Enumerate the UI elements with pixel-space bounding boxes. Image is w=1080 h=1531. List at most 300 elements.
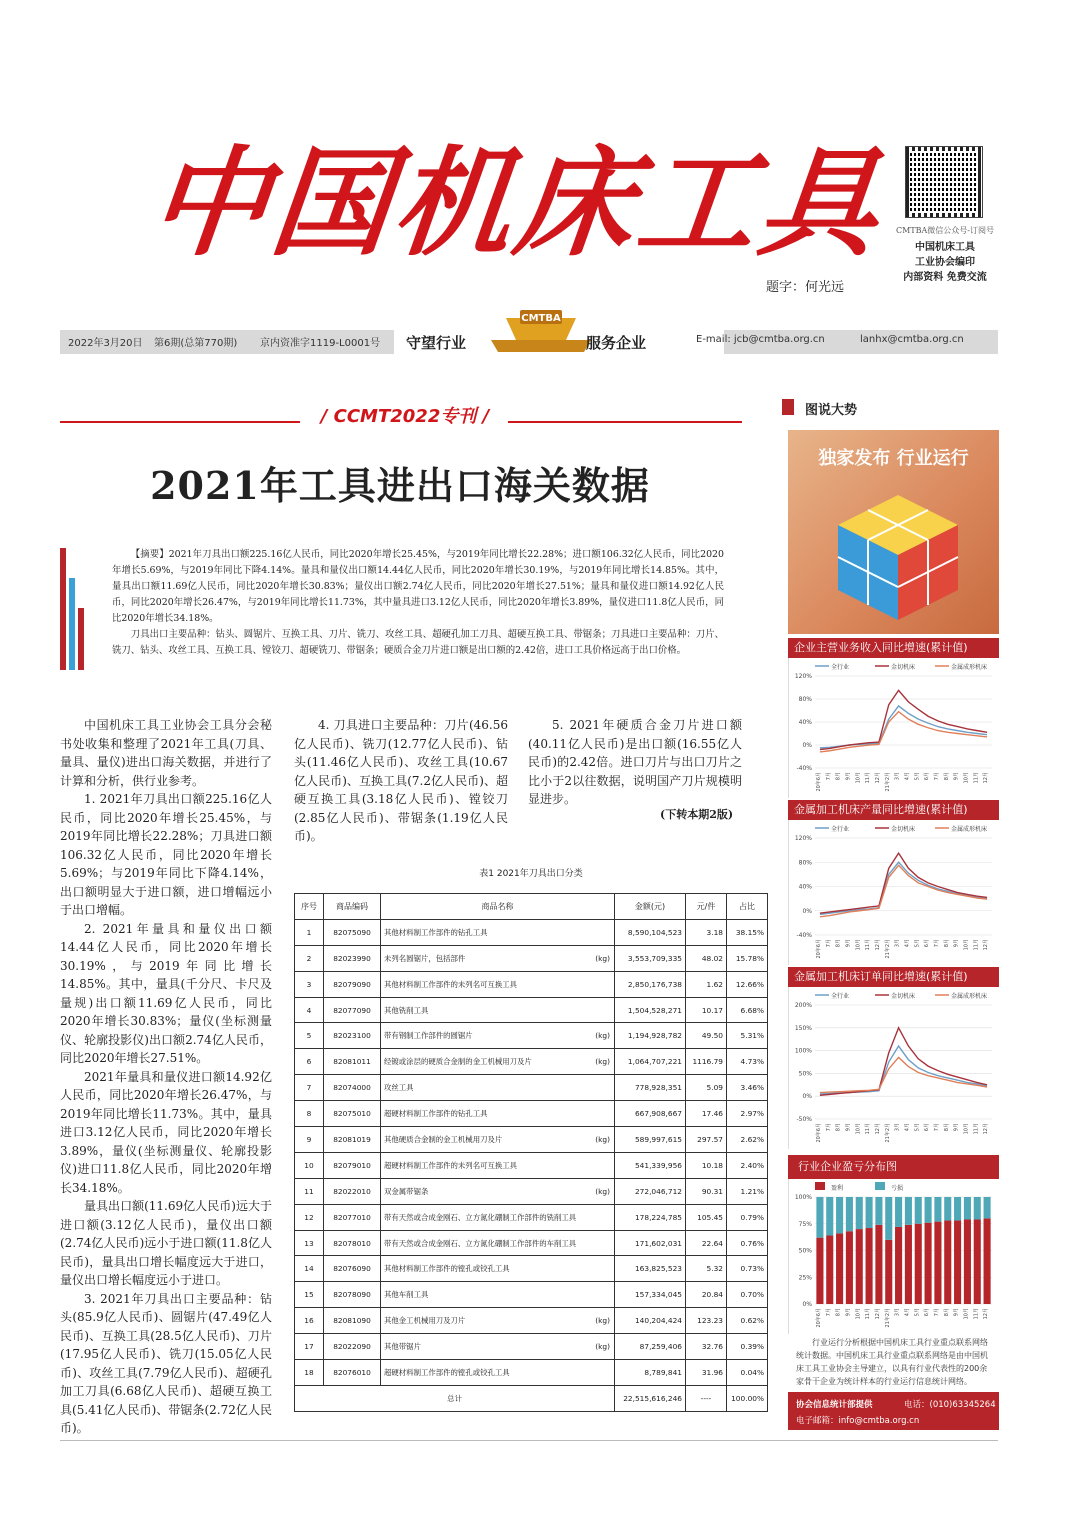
amount: [615, 919, 686, 945]
x-tick-label: 6月: [924, 1123, 931, 1132]
table-row: [295, 1023, 768, 1049]
y-tick-label: 25%: [798, 1274, 812, 1282]
amount: [615, 1256, 686, 1282]
product-name-text: 其他材料制工作部件的钻孔工具: [384, 927, 488, 937]
row-index: [295, 1282, 324, 1308]
x-tick-label: 10月: [963, 939, 970, 951]
amount-text: 140,204,424: [634, 1316, 682, 1326]
bar: [875, 1197, 882, 1225]
row-index: [295, 1204, 324, 1230]
amount-text: 778,928,351: [634, 1083, 682, 1093]
x-tick-label: 12月: [983, 939, 990, 951]
unit-label: (kg): [595, 953, 610, 963]
hs-code-text: 82076090: [333, 1264, 371, 1274]
publisher-info: [870, 240, 1020, 285]
legend-label: 金切机床: [891, 826, 916, 833]
chart-orders: [788, 987, 1000, 1149]
table-row: [295, 1334, 768, 1360]
y-tick-label: 120%: [794, 673, 812, 680]
share: [727, 1178, 768, 1204]
legend-label: 金属成形机床: [951, 993, 988, 1000]
hs-code: [324, 1049, 381, 1075]
share: [727, 1334, 768, 1360]
unit-label: (kg): [595, 1031, 610, 1041]
y-tick-label: 40%: [798, 883, 812, 891]
amount: [615, 1152, 686, 1178]
row-index: [295, 1230, 324, 1256]
share-text: 2.62%: [740, 1134, 764, 1144]
amount-text: 541,339,956: [634, 1160, 682, 1170]
share: [727, 1230, 768, 1256]
amount-text: 1,194,928,782: [627, 1031, 682, 1041]
hs-code-text: 82078010: [333, 1238, 371, 1248]
chart-revenue: [788, 658, 1000, 798]
product-name: [381, 1023, 615, 1049]
amount-text: 272,046,712: [634, 1186, 682, 1196]
share: [727, 1127, 768, 1153]
hs-code: [324, 1127, 381, 1153]
unit-price: [686, 1049, 727, 1075]
x-tick-label: 7月: [933, 1308, 940, 1317]
row-index-text: 8: [306, 1109, 312, 1119]
hs-code-text: 82075090: [333, 927, 371, 937]
product-name-text: 带有钢制工作部件的圆锯片: [384, 1031, 473, 1041]
sidebar-heading: 图说大势: [805, 403, 858, 418]
legend-swatch: [875, 1182, 885, 1190]
body-paragraph: 2021年量具和量仪进口额14.92亿人民币，同比2020年增长26.47%，与2019年同比增长11.73%。其中，量具进口3.12亿人民币，同比2020年增长3.89%，量仪(坐标测量仪、轮廓投影仪)进口11.8亿人民币，同比2020年增长34.18%。: [60, 1069, 272, 1195]
share-text: 0.73%: [740, 1264, 764, 1274]
share-text: 0.70%: [740, 1290, 764, 1300]
hs-code: [324, 945, 381, 971]
x-tick-label: 8月: [943, 939, 950, 948]
x-tick-label: 7月: [825, 1123, 832, 1132]
amount: [615, 1023, 686, 1049]
unit-price-text: 90.31: [701, 1186, 723, 1196]
bar: [875, 1225, 882, 1304]
hs-code: [324, 1075, 381, 1101]
article-column-2: [294, 716, 508, 846]
y-tick-label: 75%: [798, 1220, 812, 1228]
x-tick-label: 8月: [943, 1123, 950, 1132]
x-tick-label: 7月: [933, 772, 940, 781]
hs-code-text: 82079010: [333, 1160, 371, 1170]
y-tick-label: 0%: [802, 742, 812, 749]
y-tick-label: 0%: [802, 907, 812, 915]
x-tick-label: 12月: [874, 1123, 881, 1135]
unit-price-text: 31.96: [701, 1367, 723, 1377]
amount: [615, 971, 686, 997]
row-index: [295, 1127, 324, 1153]
product-name: [381, 919, 615, 945]
x-tick-label: 7月: [825, 1308, 832, 1317]
bar: [816, 1238, 823, 1304]
bar: [944, 1221, 951, 1304]
x-tick-label: 5月: [914, 1308, 921, 1317]
x-tick-label: 4月: [904, 1123, 911, 1132]
x-tick-label: 7月: [825, 939, 832, 948]
share-text: 5.31%: [740, 1031, 764, 1041]
unit-price: [686, 1334, 727, 1360]
table-total-row: [295, 1385, 768, 1411]
x-tick-label: 6月: [924, 1308, 931, 1317]
table-row: [295, 1204, 768, 1230]
bar: [826, 1197, 833, 1236]
bar: [846, 1197, 853, 1231]
product-name-text: 未列名圆锯片，包括部件: [384, 953, 466, 963]
product-name: [381, 1334, 615, 1360]
row-index-text: 1: [306, 927, 312, 937]
bar: [934, 1222, 941, 1304]
bar: [905, 1225, 912, 1304]
x-tick-label: 12月: [983, 1123, 990, 1135]
share: [727, 1152, 768, 1178]
bar: [984, 1197, 991, 1218]
email-link-1[interactable]: E-mail: jcb@cmtba.org.cn: [696, 334, 825, 345]
hs-code-text: 82023100: [333, 1031, 371, 1041]
share-text: 2.40%: [740, 1160, 764, 1170]
body-paragraph: 1. 2021年刀具出口额225.16亿人民币，同比2020年增长25.45%，与2019年同比增长22.28%；刀具进口额106.32亿人民币，同比2020年增长5.69%；与2019年同比下降4.14%，出口额明显大于进口额，进口增幅远小于出口增幅。: [60, 792, 272, 917]
share: [727, 1101, 768, 1127]
share-text: 0.39%: [740, 1342, 764, 1352]
x-tick-label: 12月: [874, 1308, 881, 1320]
y-tick-label: 40%: [798, 719, 812, 726]
legend-label: 盈利: [831, 1185, 844, 1192]
share: [727, 1023, 768, 1049]
amount: [615, 1360, 686, 1386]
row-index-text: 16: [304, 1316, 314, 1326]
hs-code-text: 82074000: [333, 1083, 371, 1093]
unit-price: [686, 1127, 727, 1153]
product-name: [381, 1308, 615, 1334]
column-header: 金额(元): [615, 894, 686, 920]
product-name-text: 经镀或涂层的硬质合金制的金工机械用刀及片: [384, 1057, 532, 1067]
chart-title: 金属加工机床产量同比增速(累计值): [788, 800, 999, 820]
license-number: 京内资准字1119-L0001号: [260, 338, 381, 349]
bar: [836, 1233, 843, 1304]
table-row: [295, 1360, 768, 1386]
bar: [915, 1197, 922, 1224]
unit-label: (kg): [595, 1342, 610, 1352]
hs-code: [324, 997, 381, 1023]
y-tick-label: 150%: [794, 1024, 812, 1032]
table-row: [295, 1101, 768, 1127]
row-index: [295, 1049, 324, 1075]
row-index-text: 13: [304, 1238, 314, 1248]
bar: [944, 1197, 951, 1221]
share-text: 1.21%: [740, 1186, 764, 1196]
export-table: [294, 893, 768, 1412]
column-header: 占比: [727, 894, 768, 920]
bar: [974, 1219, 981, 1304]
sidebar-heading-marker: [782, 399, 794, 415]
x-tick-label: 21年2月: [884, 1308, 891, 1328]
share-text: 0.79%: [740, 1212, 764, 1222]
body-paragraph: 4. 刀具进口主要品种：刀片(46.56亿人民币)、铣刀(12.77亿人民币)、钻头(11.46亿人民币)、攻丝工具(10.67亿人民币)、互换工具(7.2亿人民币)、超硬互换工具(3.18亿人民币)、镗铰刀(2.85亿人民币)、带锯条(1.19亿人民币)。: [294, 718, 508, 843]
amount-text: 2,850,176,738: [627, 979, 682, 989]
abstract-paragraph: 刀具出口主要品种：钻头、圆锯片、互换工具、刀片、铣刀、攻丝工具、超硬孔加工刀具、超硬互换工具、带锯条；刀具进口主要品种：刀片、铣刀、钻头、攻丝工具、互换工具、镗铰刀、超硬铣刀、带锯条；硬质合金刀片进口额是出口额的2.42倍，进口工具价格远高于出口价格。: [112, 629, 724, 656]
legend-label: 全行业: [831, 826, 850, 833]
bar: [974, 1197, 981, 1219]
publisher-line-1: 中国机床工具: [915, 242, 975, 253]
amount: [615, 1204, 686, 1230]
amount: [615, 997, 686, 1023]
x-tick-label: 3月: [894, 1123, 901, 1132]
share: [727, 1204, 768, 1230]
y-tick-label: -40%: [796, 765, 812, 772]
legend-label: 金切机床: [891, 664, 916, 671]
row-index-text: 6: [306, 1057, 312, 1067]
unit-price-text: 20.84: [701, 1290, 723, 1300]
amount-text: 171,602,031: [634, 1238, 682, 1248]
hs-code-text: 82022090: [333, 1342, 371, 1352]
unit-price-text: 10.17: [701, 1005, 723, 1015]
section-label: / CCMT2022专刊 /: [320, 406, 490, 427]
row-index: [295, 1152, 324, 1178]
legend-label: 全行业: [831, 664, 850, 671]
share-text: 6.68%: [740, 1005, 764, 1015]
article-column-3: [528, 716, 742, 809]
body-paragraph: 中国机床工具工业协会工具分会秘书处收集和整理了2021年工具(刀具、量具、量仪)进出口海关数据，并进行了计算和分析，供行业参考。: [60, 718, 272, 788]
hs-code-text: 82078090: [333, 1290, 371, 1300]
amount-text: 8,789,841: [644, 1367, 682, 1377]
bar: [984, 1218, 991, 1304]
hs-code-text: 82081019: [333, 1134, 371, 1144]
amount: [615, 945, 686, 971]
unit-price-text: 32.76: [701, 1342, 723, 1352]
hs-code: [324, 1204, 381, 1230]
abstract-paragraph: 【摘要】2021年刀具出口额225.16亿人民币，同比2020年增长25.45%，与2019年同比增长22.28%；进口额106.32亿人民币，同比2020年增长5.69%，与2019年同比下降4.14%。量具和量仪出口额14.44亿人民币，同比2020年增长30.19%，与2019年同比增长14.85%。其中，量具出口额11.69亿人民币，同比2020年增长30.83%；量仪出口额2.74亿人民币，同比2020年增长27.51%；量具和量仪进口额14.92亿人民币，同比2020年增长26.47%，与2019年同比增长11.73%，其中量具进口3.12亿人民币，同比2020年增长3.89%，量仪进口11.8亿人民币，同比2020年增长34.18%。: [112, 549, 724, 624]
table-row: [295, 1230, 768, 1256]
x-tick-label: 10月: [963, 1123, 970, 1135]
table-row: [295, 1178, 768, 1204]
unit-price-text: 3.18: [706, 927, 723, 937]
chart-title: 行业企业盈亏分布图: [788, 1155, 999, 1179]
x-tick-label: 9月: [845, 939, 852, 948]
unit-price: [686, 1282, 727, 1308]
x-tick-label: 3月: [894, 1308, 901, 1317]
promo-text: 独家发布 行业运行: [818, 448, 969, 469]
x-tick-label: 21年2月: [884, 939, 891, 959]
product-name: [381, 1178, 615, 1204]
bar: [934, 1197, 941, 1222]
product-name-text: 其他硬质合金制的金工机械用刀及片: [384, 1134, 503, 1144]
amount: [615, 1049, 686, 1075]
x-tick-label: 8月: [835, 1308, 842, 1317]
product-name: [381, 997, 615, 1023]
x-tick-label: 8月: [835, 939, 842, 948]
y-tick-label: 50%: [798, 1070, 812, 1078]
contact-phone: 电话：(010)63345264: [904, 1400, 996, 1410]
contact-box: [788, 1392, 999, 1430]
hs-code-text: 82079090: [333, 979, 371, 989]
hs-code-text: 82023990: [333, 953, 371, 963]
y-tick-label: -50%: [796, 1116, 812, 1123]
issue-date: 2022年3月20日: [68, 338, 143, 349]
product-name-text: 其他金工机械用刀及刀片: [384, 1316, 466, 1326]
chart-profit-loss: [788, 1179, 1000, 1334]
share: [727, 971, 768, 997]
x-tick-label: 11月: [865, 939, 872, 951]
share: [727, 1308, 768, 1334]
hs-code-text: 82022010: [333, 1186, 371, 1196]
product-name-text: 超硬材料制工作部件的镗孔或铰孔工具: [384, 1367, 510, 1377]
bar: [866, 1197, 873, 1228]
bar: [856, 1197, 863, 1229]
x-tick-label: 7月: [933, 1123, 940, 1132]
product-name: [381, 1049, 615, 1075]
x-tick-label: 11月: [865, 1308, 872, 1320]
x-tick-label: 7月: [933, 939, 940, 948]
row-index-text: 17: [304, 1342, 314, 1352]
share: [727, 1282, 768, 1308]
share-text: 15.78%: [735, 953, 764, 963]
x-tick-label: 8月: [835, 1123, 842, 1132]
x-tick-label: 11月: [973, 1123, 980, 1135]
x-tick-label: 9月: [953, 939, 960, 948]
legend-label: 全行业: [831, 993, 850, 1000]
unit-label: (kg): [595, 1057, 610, 1067]
product-name-text: 攻丝工具: [384, 1083, 414, 1093]
y-tick-label: 80%: [798, 696, 812, 703]
body-paragraph: 3. 2021年刀具出口主要品种：钻头(85.9亿人民币)、圆锯片(47.49亿人民币)、互换工具(28.5亿人民币)、刀片(17.95亿人民币)、铣刀(15.05亿人民币)、攻丝工具(7.79亿人民币)、超硬孔加工刀具(6.68亿人民币)、超硬互换工具(5.41亿人民币)、带锯条(2.72亿人民币)。: [60, 1291, 272, 1435]
unit-price-text: 17.46: [701, 1109, 723, 1119]
product-name-text: 超硬材料制工作部件的钻孔工具: [384, 1109, 488, 1119]
y-tick-label: 0%: [802, 1301, 812, 1308]
contact-provider: 协会信息统计部提供: [796, 1400, 873, 1410]
unit-price: [686, 945, 727, 971]
product-name-text: 其他材料制工作部件的镗孔或铰孔工具: [384, 1264, 510, 1274]
hs-code: [324, 1101, 381, 1127]
row-index-text: 18: [304, 1367, 314, 1377]
x-tick-label: 8月: [943, 772, 950, 781]
row-index-text: 4: [306, 1005, 312, 1015]
x-tick-label: 9月: [953, 1123, 960, 1132]
amount-text: 667,908,667: [634, 1109, 682, 1119]
unit-price: [686, 1023, 727, 1049]
info-bar: [60, 313, 998, 354]
unit-price: [686, 1075, 727, 1101]
contact-email[interactable]: 电子邮箱：info@cmtba.org.cn: [796, 1416, 920, 1426]
x-tick-label: 8月: [835, 772, 842, 781]
amount-text: 8,590,104,523: [627, 927, 682, 937]
y-tick-label: 0%: [802, 1093, 812, 1101]
unit-price: [686, 1178, 727, 1204]
body-paragraph: 2. 2021年量具和量仪出口额14.44亿人民币，同比2020年增长30.19%，与2019年同比增长14.85%。其中，量具(千分尺、卡尺及量规)出口额11.69亿人民币，同比2020年增长30.83%；量仪(坐标测量仪、轮廓投影仪)出口额2.74亿人民币，同比2020年增长27.51%。: [60, 921, 272, 1065]
hs-code-text: 82077090: [333, 1005, 371, 1015]
chart-title: 企业主营业务收入同比增速(累计值): [788, 638, 999, 658]
abstract-decoration-icon: [60, 548, 84, 670]
hs-code-text: 82081090: [333, 1316, 371, 1326]
column-header: 序号: [295, 894, 324, 920]
share-text: 0.62%: [740, 1316, 764, 1326]
amount-text: 589,997,615: [634, 1134, 682, 1144]
product-name: [381, 1101, 615, 1127]
page-bottom-rule: [60, 1440, 998, 1441]
series-line: [820, 1046, 987, 1094]
product-name: [381, 1360, 615, 1386]
row-index: [295, 919, 324, 945]
bar: [954, 1197, 961, 1221]
x-tick-label: 6月: [924, 939, 931, 948]
unit-price: [686, 1101, 727, 1127]
total-share: 100.00%: [727, 1385, 768, 1411]
unit-price-text: 123.23: [697, 1316, 723, 1326]
share-text: 0.76%: [740, 1238, 764, 1248]
legend-label: 金切机床: [891, 993, 916, 1000]
bar: [915, 1224, 922, 1304]
table-title: 表1 2021年刀具出口分类: [479, 869, 583, 879]
amount: [615, 1127, 686, 1153]
unit-label: (kg): [595, 1316, 610, 1326]
table-row: [295, 1075, 768, 1101]
x-tick-label: 9月: [953, 772, 960, 781]
unit-price: [686, 1230, 727, 1256]
y-tick-label: 80%: [798, 859, 812, 867]
hs-code-text: 82081011: [333, 1057, 371, 1067]
series-line: [820, 706, 987, 748]
row-index-text: 10: [304, 1160, 314, 1170]
x-tick-label: 20年6月: [815, 772, 822, 792]
bar: [816, 1197, 823, 1238]
x-tick-label: 12月: [874, 772, 881, 784]
body-paragraph: 量具出口额(11.69亿人民币)远大于进口额(3.12亿人民币)，量仪出口额(2.74亿人民币)远小于进口额(11.8亿人民币)，量具出口增长幅度远大于进口，量仪出口增长幅度远小于进口。: [60, 1199, 272, 1287]
share-text: 12.66%: [735, 979, 764, 989]
unit-price: [686, 971, 727, 997]
product-name: [381, 1256, 615, 1282]
unit-label: (kg): [595, 1186, 610, 1196]
product-name: [381, 971, 615, 997]
row-index-text: 15: [304, 1290, 314, 1300]
x-tick-label: 5月: [914, 772, 921, 781]
x-tick-label: 11月: [973, 772, 980, 784]
y-tick-label: 100%: [794, 1047, 812, 1055]
publisher-line-3: 内部资料 免费交流: [903, 272, 987, 283]
product-name-text: 其他材料制工作部件的未列名可互换工具: [384, 979, 518, 989]
section-rule-left: [60, 421, 300, 423]
legend-label: 金属成形机床: [951, 664, 988, 671]
column-header: 商品名称: [381, 894, 615, 920]
calligrapher-credit: 题字：何光远: [766, 280, 845, 295]
y-tick-label: -40%: [796, 932, 812, 939]
hs-code: [324, 1023, 381, 1049]
hs-code: [324, 1256, 381, 1282]
x-tick-label: 9月: [845, 1123, 852, 1132]
unit-price-text: 10.18: [701, 1160, 723, 1170]
hs-code: [324, 1360, 381, 1386]
x-tick-label: 10月: [855, 939, 862, 951]
amount: [615, 1178, 686, 1204]
x-tick-label: 20年6月: [815, 1308, 822, 1328]
bar: [895, 1227, 902, 1304]
bar: [866, 1228, 873, 1304]
bar: [836, 1197, 843, 1233]
unit-price-text: 5.09: [706, 1083, 723, 1093]
product-name-text: 带有天然或合成金刚石、立方氮化硼制工作部件的铣削工具: [384, 1212, 577, 1222]
email-link-2[interactable]: lanhx@cmtba.org.cn: [860, 334, 964, 345]
chart-output: [788, 820, 1000, 965]
y-tick-label: 200%: [794, 1002, 812, 1009]
bar: [964, 1219, 971, 1304]
unit-price-text: 49.50: [701, 1031, 723, 1041]
unit-price-text: 297.57: [697, 1134, 723, 1144]
table-header-row: [295, 894, 768, 920]
amount-text: 3,553,709,335: [627, 953, 682, 963]
series-line: [820, 865, 987, 917]
bar: [954, 1221, 961, 1304]
product-name-text: 超硬材料制工作部件的未列名可互换工具: [384, 1160, 518, 1170]
share: [727, 945, 768, 971]
x-tick-label: 8月: [943, 1308, 950, 1317]
